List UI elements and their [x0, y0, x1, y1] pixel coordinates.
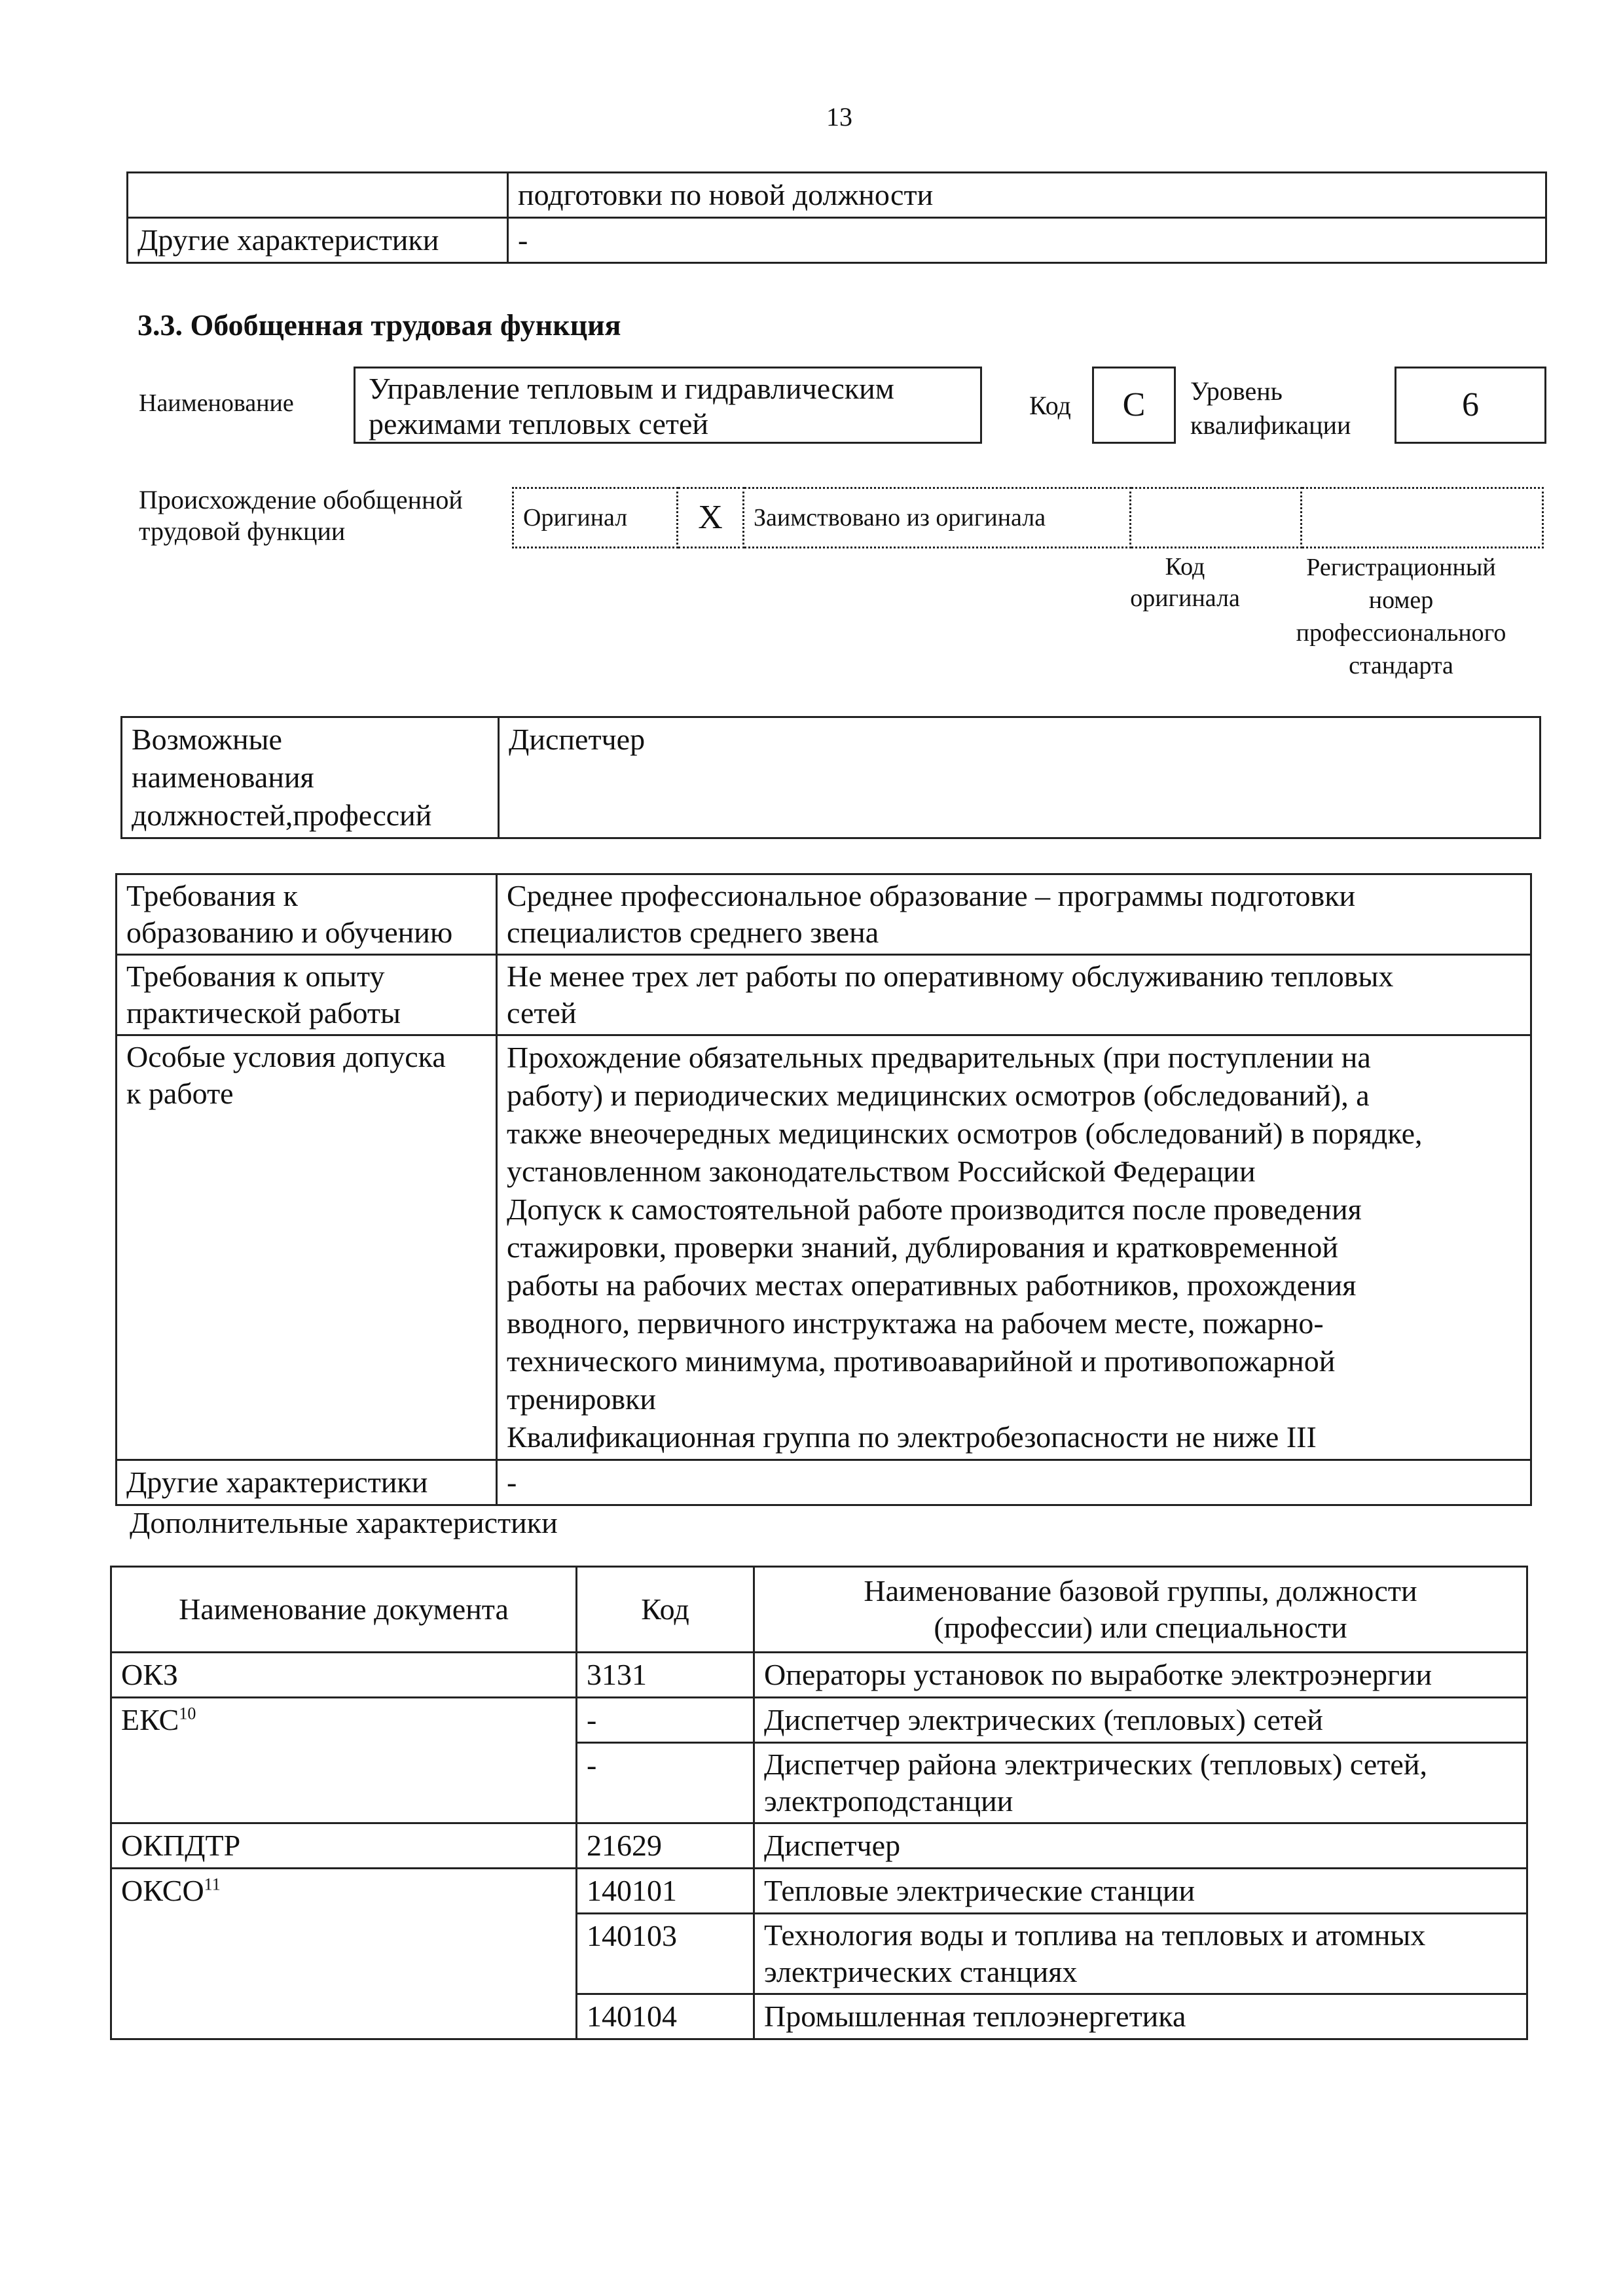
req-cond-line: Прохождение обязательных предварительных (при поступлении на [507, 1041, 1371, 1074]
req-cond-line: тренировки [507, 1382, 657, 1416]
req-exp-label [117, 955, 497, 1035]
reg-caption-line1: Регистрационный [1306, 554, 1496, 581]
positions-label-line2: наименования [132, 761, 314, 794]
eks-name-1: Диспетчер электрических (тепловых) сетей [754, 1698, 1527, 1743]
req-cond-value [497, 1035, 1531, 1460]
additional-col-name-line2: (профессии) или специальности [934, 1611, 1347, 1644]
eks-name-2 [754, 1743, 1527, 1823]
req-cond-label-line1: Особые условия допуска [126, 1040, 446, 1073]
reg-caption-line3: профессионального [1296, 619, 1506, 647]
okso-footnote: 11 [204, 1874, 221, 1894]
req-cond-line: работы на рабочих местах оперативных работников, прохождения [507, 1268, 1357, 1302]
okz-name: Операторы установок по выработке электроэнергии [754, 1653, 1527, 1698]
okso-name-1: Тепловые электрические станции [754, 1869, 1527, 1914]
additional-col-doc: Наименование документа [111, 1567, 577, 1653]
top-table-other-label: Другие характеристики [128, 218, 508, 263]
origin-borrowed: Заимствовано из оригинала [744, 488, 1131, 548]
req-cond-line: вводного, первичного инструктажа на рабочем месте, пожарно- [507, 1306, 1324, 1340]
origin-reg-cell [1302, 488, 1543, 548]
okso-code-2: 140103 [577, 1914, 754, 1994]
okpdtr-name: Диспетчер [754, 1823, 1527, 1869]
okso-doc [111, 1869, 577, 2039]
origin-label-line2: трудовой функции [139, 516, 346, 546]
origin-table [512, 487, 1544, 548]
req-cond-line: технического минимума, противоаварийной и противопожарной [507, 1344, 1336, 1378]
level-label-line2: квалификации [1190, 410, 1351, 440]
additional-title: Дополнительные характеристики [130, 1506, 558, 1539]
requirements-table [115, 873, 1532, 1506]
req-edu-value [497, 874, 1531, 955]
req-edu-label [117, 874, 497, 955]
okso-doc-text: ОКСО [121, 1874, 204, 1907]
eks-doc [111, 1698, 577, 1823]
req-edu-label-line2: образованию и обучению [126, 916, 453, 949]
level-label [1190, 374, 1351, 442]
positions-label-line1: Возможные [132, 723, 282, 756]
top-table-row1: подготовки по новой должности [508, 173, 1546, 218]
section-title: 3.3. Обобщенная трудовая функция [137, 308, 621, 342]
req-exp-value-line1: Не менее трех лет работы по оперативному обслуживанию тепловых [507, 960, 1394, 993]
additional-col-code: Код [577, 1567, 754, 1653]
origin-mark: X [678, 488, 744, 548]
req-cond-line: стажировки, проверки знаний, дублирования и кратковременной [507, 1230, 1338, 1264]
req-cond-line: Допуск к самостоятельной работе производится после проведения [507, 1193, 1362, 1226]
name-value-box [354, 367, 982, 444]
top-table-empty-cell [128, 173, 508, 218]
top-table [126, 171, 1547, 264]
req-cond-label [117, 1035, 497, 1460]
req-edu-label-line1: Требования к [126, 879, 298, 912]
req-cond-line: Квалификационная группа по электробезопасности не ниже III [507, 1420, 1317, 1454]
origin-code-caption [1113, 551, 1257, 614]
req-edu-value-line2: специалистов среднего звена [507, 916, 879, 949]
top-table-other-value: - [508, 218, 1546, 263]
origin-original: Оригинал [513, 488, 678, 548]
req-other-label: Другие характеристики [117, 1460, 497, 1505]
code-value-box: C [1092, 367, 1176, 444]
eks-code-1: - [577, 1698, 754, 1743]
req-exp-label-line1: Требования к опыту [126, 960, 385, 993]
page-number: 13 [826, 102, 852, 132]
name-value-line1: Управление тепловым и гидравлическим [369, 372, 894, 405]
req-cond-line: установленном законодательством Российской Федерации [507, 1155, 1256, 1188]
req-cond-label-line2: к работе [126, 1077, 234, 1110]
eks-doc-text: ЕКС [121, 1703, 179, 1736]
reg-caption-line4: стандарта [1349, 652, 1453, 679]
positions-value: Диспетчер [499, 717, 1541, 838]
origin-code-cell [1131, 488, 1302, 548]
req-edu-value-line1: Среднее профессиональное образование – программы подготовки [507, 879, 1356, 912]
req-cond-line: работу) и периодических медицинских осмотров (обследований), а [507, 1079, 1370, 1112]
name-label: Наименование [139, 389, 294, 417]
okpdtr-code: 21629 [577, 1823, 754, 1869]
positions-table [120, 716, 1541, 839]
code-caption-line2: оригинала [1130, 584, 1240, 612]
origin-label [139, 484, 463, 547]
level-value-box: 6 [1395, 367, 1546, 444]
req-exp-label-line2: практической работы [126, 996, 401, 1030]
eks-name-2-line2: электроподстанции [764, 1784, 1013, 1818]
req-exp-value-line2: сетей [507, 996, 577, 1030]
origin-reg-caption [1270, 551, 1532, 682]
req-cond-line: также внеочередных медицинских осмотров (обследований) в порядке, [507, 1117, 1423, 1150]
okso-name-2-line1: Технология воды и топлива на тепловых и атомных [764, 1918, 1426, 1952]
okso-name-2 [754, 1914, 1527, 1994]
code-caption-line1: Код [1165, 553, 1205, 581]
additional-col-name [754, 1567, 1527, 1653]
additional-table [110, 1566, 1528, 2040]
origin-label-line1: Происхождение обобщенной [139, 485, 463, 514]
positions-label [122, 717, 499, 838]
okso-name-3: Промышленная теплоэнергетика [754, 1994, 1527, 2039]
level-label-line1: Уровень [1190, 376, 1283, 406]
okz-code: 3131 [577, 1653, 754, 1698]
req-exp-value [497, 955, 1531, 1035]
additional-col-name-line1: Наименование базовой группы, должности [864, 1574, 1417, 1607]
code-label: Код [1029, 391, 1071, 420]
eks-footnote: 10 [179, 1704, 196, 1723]
positions-label-line3: должностей,профессий [132, 798, 432, 832]
reg-caption-line2: номер [1368, 586, 1434, 614]
req-other-value: - [497, 1460, 1531, 1505]
okz-doc: ОКЗ [111, 1653, 577, 1698]
eks-code-2: - [577, 1743, 754, 1823]
eks-name-2-line1: Диспетчер района электрических (тепловых) сетей, [764, 1748, 1427, 1781]
name-value-line2: режимами тепловых сетей [369, 407, 709, 440]
okso-code-1: 140101 [577, 1869, 754, 1914]
okso-name-2-line2: электрических станциях [764, 1955, 1078, 1988]
okso-code-3: 140104 [577, 1994, 754, 2039]
okpdtr-doc: ОКПДТР [111, 1823, 577, 1869]
